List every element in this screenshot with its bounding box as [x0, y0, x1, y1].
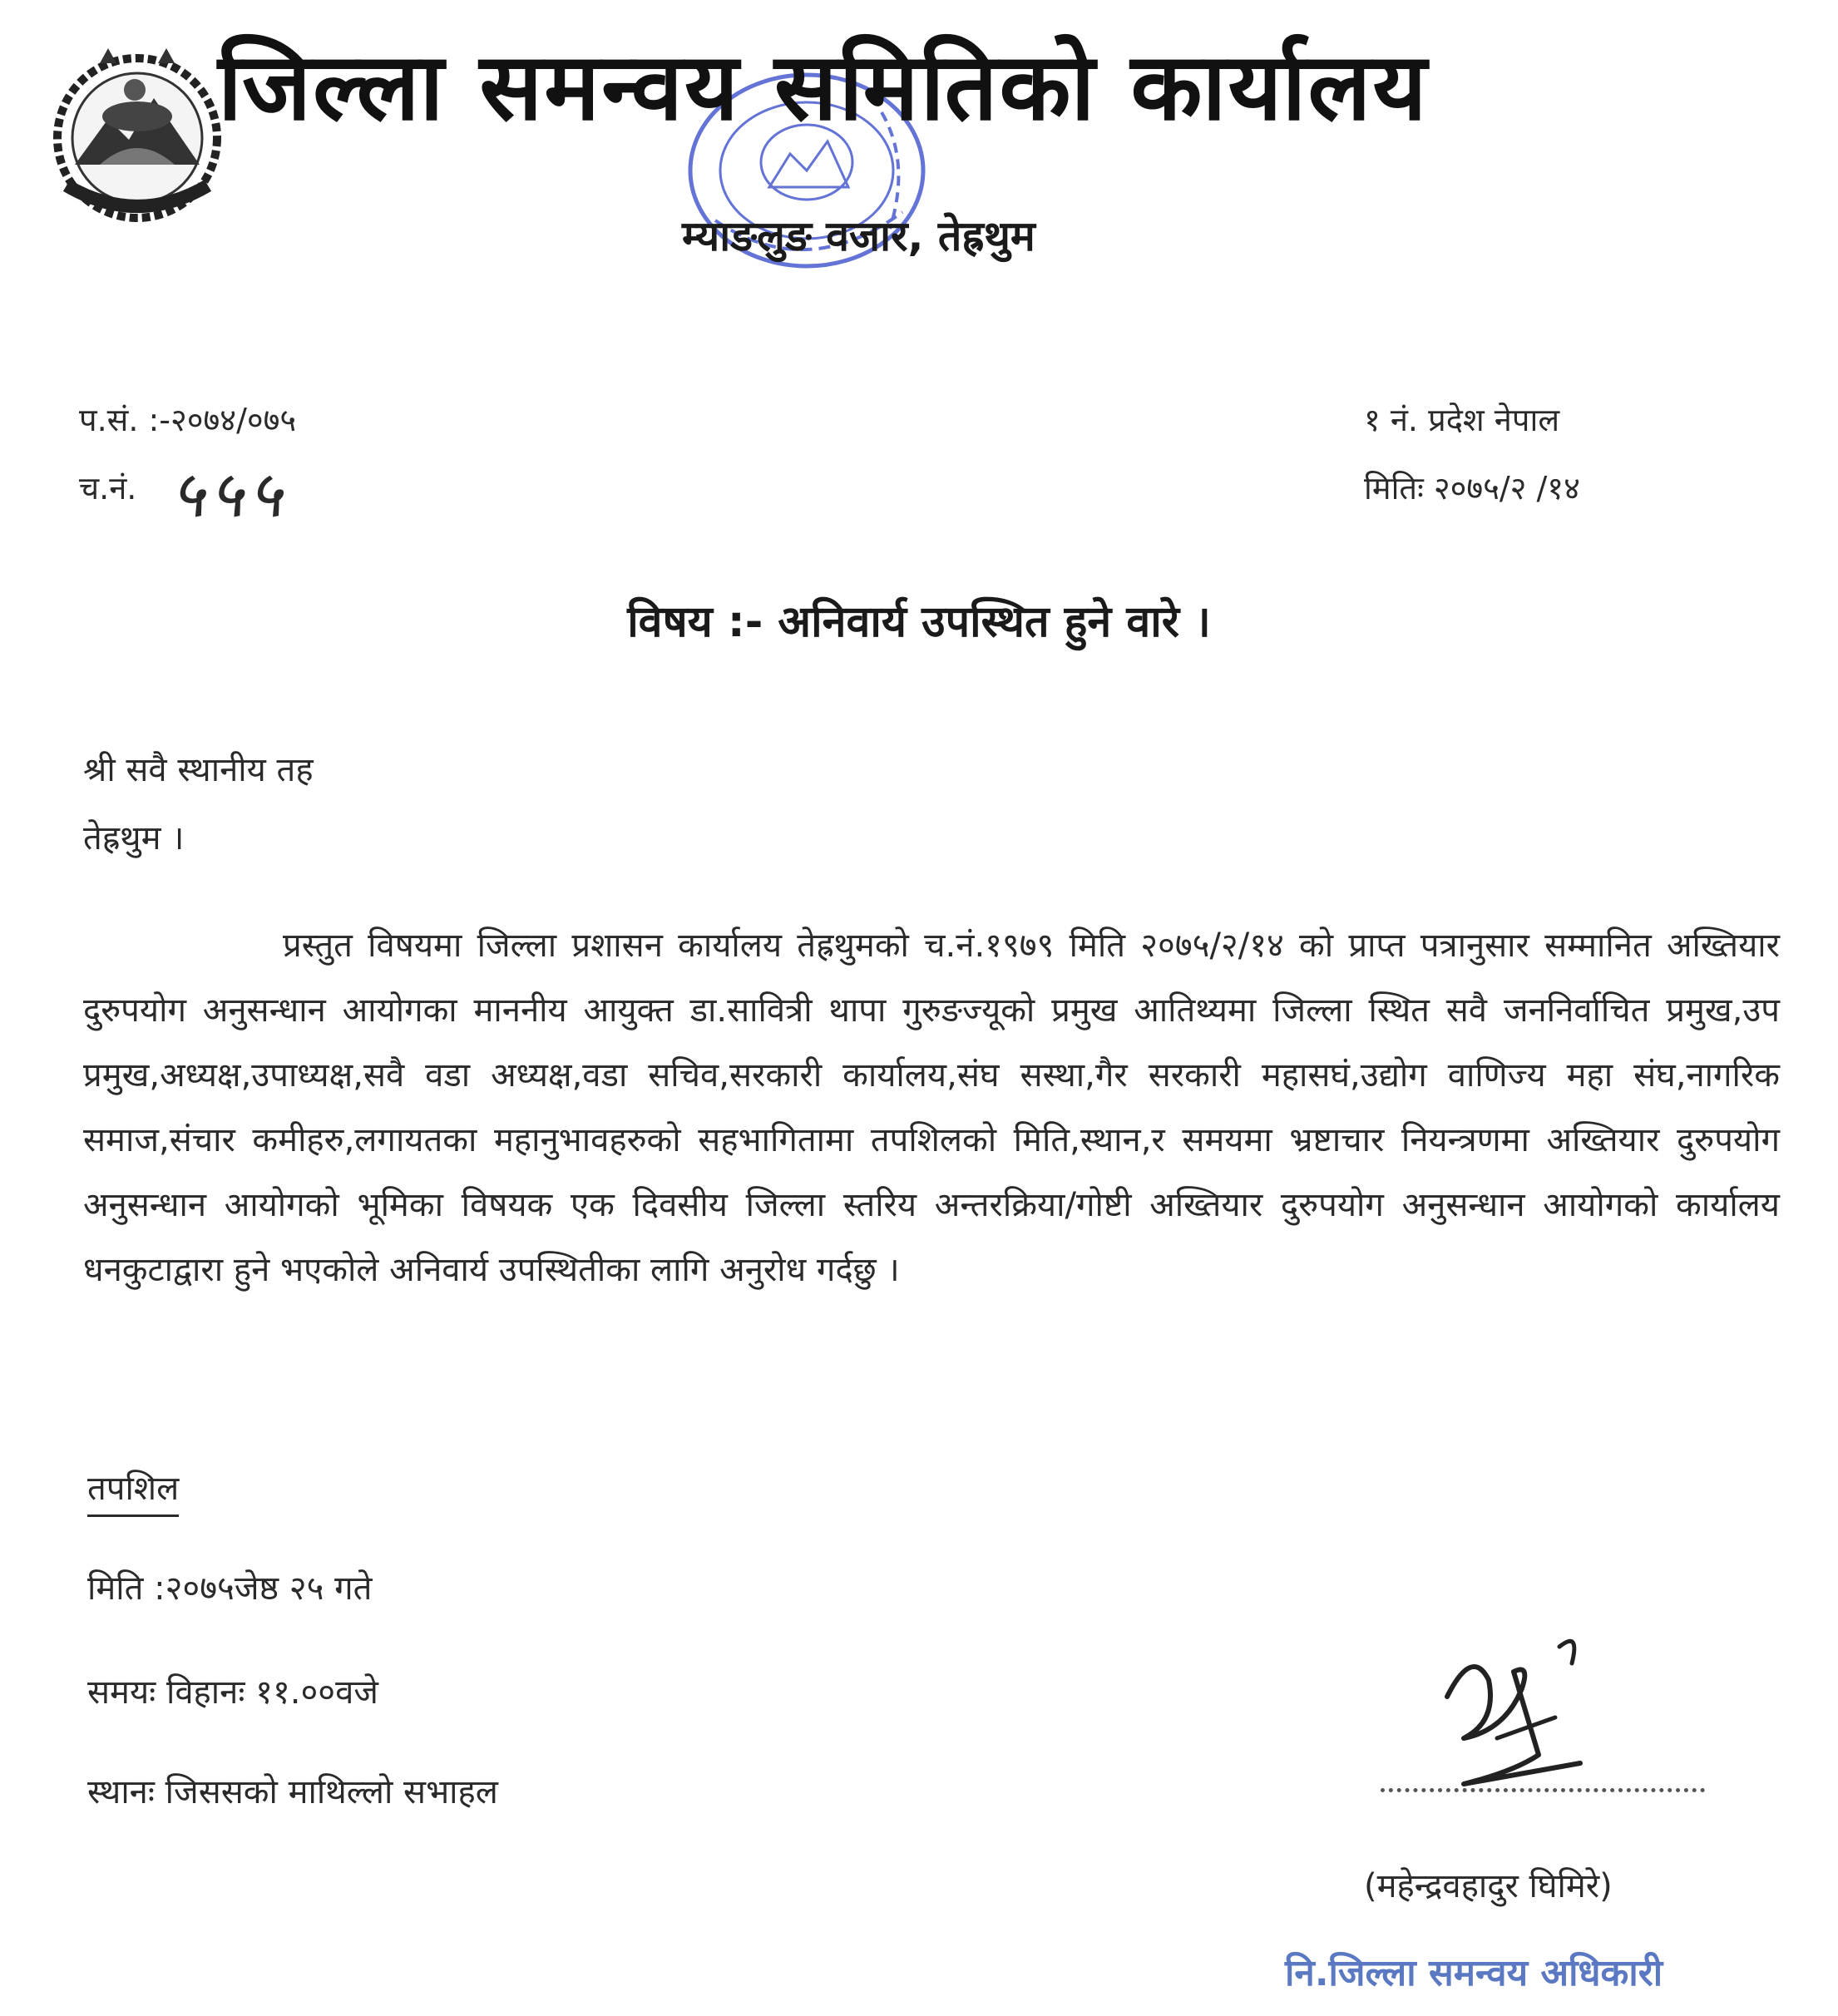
- letter-date: मितिः २०७५/२ /१४: [1364, 470, 1580, 506]
- letter-body: प्रस्तुत विषयमा जिल्ला प्रशासन कार्यालय तेह्रथुमको च.नं.१९७९ मिति २०७५/२/१४ को प्राप्त पत्रानुसार सम्मानित अख्तियार दुरुपयोग अनुसन्धान आयोगका माननीय आयुक्त डा.सावित्री थापा गुरुङज्यूको प्रमुख आतिथ्यमा जिल्ला स्थित सवै जननिर्वाचित प्रमुख,उप प्रमुख,अध्यक्ष,उपाध्यक्ष,सवै वडा अध्यक्ष,वडा सचिव,सरकारी कार्यालय,संघ सस्था,गैर सरकारी महासघं,उद्योग वाणिज्य महा संघ,नागरिक समाज,संचार कमीहरु,लगायतका महानुभावहरुको सहभागितामा तपशिलको मिति,स्थान,र समयमा भ्रष्टाचार नियन्त्रणमा अख्तियार दुरुपयोग अनुसन्धान आयोगको भूमिका विषयक एक दिवसीय जिल्ला स्तरिय अन्तरक्रिया/गोष्टी अख्तियार दुरुपयोग अनुसन्धान आयोगको कार्यालय धनकुटाद्वारा हुने भएकोले अनिवार्य उपस्थितीका लागि अनुरोध गर्दछु ।: [83, 926, 1780, 1289]
- dispatch-number-label: च.नं.: [79, 470, 137, 506]
- signer-title: नि.जिल्ला समन्वय अधिकारी: [1285, 1952, 1663, 1994]
- addressee-line-1: श्री सवै स्थानीय तह: [83, 751, 314, 789]
- office-address: म्याङलुङ वजार, तेह्रथुम: [682, 212, 1035, 260]
- schedule-heading: तपशिल: [87, 1464, 179, 1517]
- office-title: जिल्ला समन्वय समितिको कार्यालय: [218, 33, 1429, 141]
- signature-line: [1381, 1788, 1705, 1792]
- letter-subject: विषय :- अनिवार्य उपस्थित हुने वारे ।: [627, 597, 1211, 647]
- schedule-date: मिति :२०७५जेष्ठ २५ गते: [87, 1569, 373, 1608]
- reference-number: प.सं. :-२०७४/०७५: [79, 402, 297, 438]
- dispatch-number-value: ५५५: [170, 457, 287, 532]
- addressee-line-2: तेह्रथुम ।: [83, 819, 185, 857]
- province-line: १ नं. प्रदेश नेपाल: [1364, 402, 1560, 438]
- handwritten-signature-icon: [1414, 1630, 1630, 1796]
- nepal-government-emblem-icon: [42, 40, 233, 231]
- addressee-block: [83, 736, 314, 872]
- schedule-time: समयः विहानः ११.००वजे: [87, 1673, 378, 1712]
- signer-name: (महेन्द्रवहादुर घिमिरे): [1364, 1867, 1613, 1905]
- schedule-place: स्थानः जिससको माथिल्लो सभाहल: [87, 1773, 498, 1811]
